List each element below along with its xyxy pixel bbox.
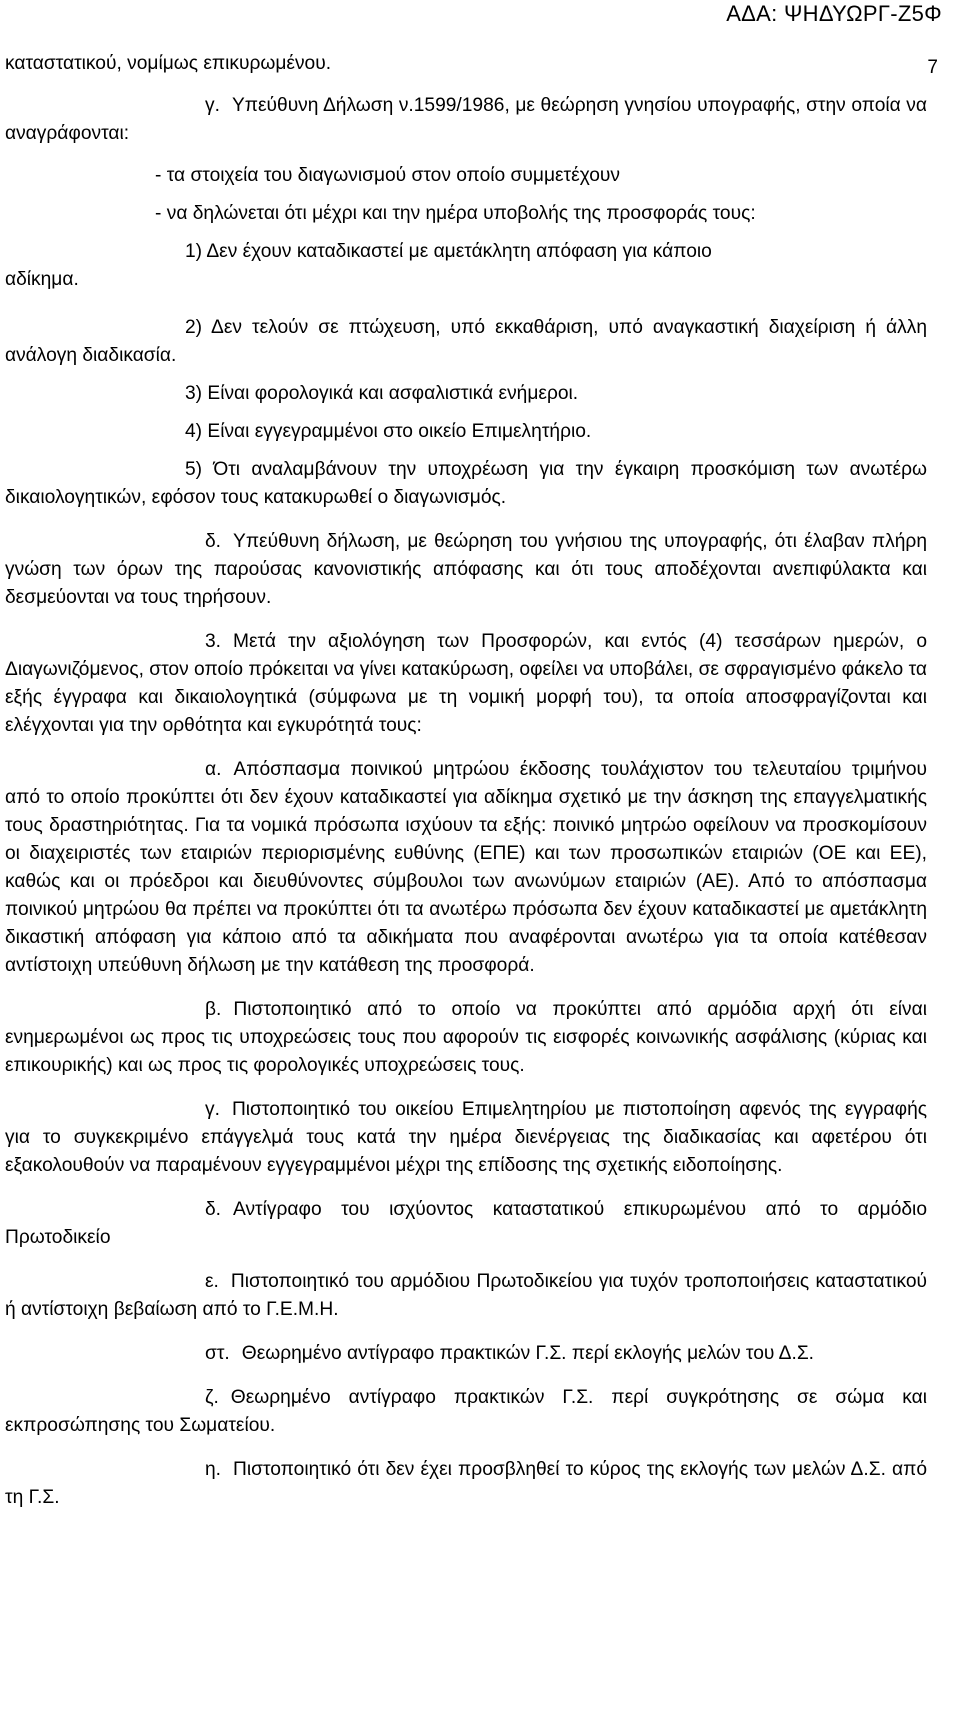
doc-item-b-good-standing [5,996,927,1080]
doc-item-d-statute-copy [5,1196,927,1252]
condition-5-documents-submission: 5) Ότι αναλαμβάνουν την υποχρέωση για την έγκαιρη προσκόμιση των ανωτέρω δικαιολογητικών, εφόσον τους κατακυρωθεί ο διαγωνισμός. [5,459,927,508]
section-3-text: Μετά την αξιολόγηση των Προσφορών, και εντός (4) τεσσάρων ημερών, ο Διαγωνιζόμενος, στον οποίο πρόκειται να γίνει κατακύρωση, οφείλει να υποβάλει, σε σφραγισμένο φάκελο τα εξής έγγραφα και δικαιολογητικά (σύμφωνα με τη νομική μορφή του), τα οποία αποσφραγίζονται και ελέγχονται για την ορθότητα και εγκυρότητά τους: [5,631,927,736]
doc-item-st-board-election [5,1340,927,1368]
item-g-label: γ. [205,95,220,116]
page-number: 7 [927,57,938,78]
doc-item-e-text: Πιστοποιητικό του αρμόδιου Πρωτοδικείου για τυχόν τροποποιήσεις καταστατικού ή αντίστοιχη βεβαίωση από το Γ.Ε.Μ.Η. [5,1271,927,1320]
condition-3-tax-insurance: 3) Είναι φορολογικά και ασφαλιστικά ενήμεροι. [185,383,579,404]
section-3-label: 3. [205,631,222,652]
doc-item-e-label: ε. [205,1271,219,1292]
doc-item-st-text: Θεωρημένο αντίγραφο πρακτικών Γ.Σ. περί εκλογής μελών του Δ.Σ. [241,1343,815,1364]
condition-4-chamber-registration: 4) Είναι εγγεγραμμένοι στο οικείο Επιμελητήριο. [185,421,592,442]
condition-1-continuation: αδίκημα. [5,269,79,290]
doc-item-i-label: η. [205,1459,222,1480]
item-d-text: Υπεύθυνη δήλωση, με θεώρηση του γνήσιου της υπογραφής, ότι έλαβαν πλήρη γνώση των όρων της παρούσας κανονιστικής απόφασης και ότι τους αποδέχονται ανεπιφύλακτα και δεσμεύονται να τους τηρήσουν. [5,531,927,608]
item-g-solemn-declaration [5,92,927,148]
item-g-text: Υπεύθυνη Δήλωση ν.1599/1986, με θεώρηση γνησίου υπογραφής, στην οποία να αναγράφονται: [5,95,927,144]
paragraph-statute-certified: καταστατικού, νομίμως επικυρωμένου. [5,53,332,74]
doc-item-st-label: στ. [205,1343,230,1364]
doc-item-a-text: Απόσπασμα ποινικού μητρώου έκδοσης τουλάχιστον του τελευταίου τριμήνου από το οποίο προκύπτει ότι δεν έχουν καταδικαστεί για αδίκημα σχετικό με την άσκηση της επαγγελματικής τους δραστηριότητας. Για τα νομικά πρόσωπα ισχύουν τα εξής: ποινικό μητρώο οφείλουν να προσκομίσουν οι διαχειριστές των εταιριών περιορισμένης ευθύνης (ΕΠΕ) και των προσωπικών εταιριών (ΟΕ και ΕΕ), καθώς και οι πρόεδροι και διευθύνοντες σύμβουλοι των ανωνύμων εταιριών (ΑΕ). Από το απόσπασμα ποινικού μητρώου θα πρέπει να προκύπτει ότι τα ανωτέρω πρόσωπα δεν έχουν καταδικαστεί με αμετάκλητη δικαστική απόφαση για κάποιο από τα αδικήματα που αναφέρονται ανωτέρω για τα οποία κατέθεσαν αντίστοιχη υπεύθυνη δήλωση με την κατάθεση της προσφορά. [5,759,927,976]
document-code: ΑΔΑ: ΨΗΔΥΩΡΓ-Ζ5Φ [726,1,942,26]
doc-item-i-election-validity [5,1456,927,1512]
condition-2-no-bankruptcy: 2) Δεν τελούν σε πτώχευση, υπό εκκαθάριση, υπό αναγκαστική διαχείριση ή άλλη ανάλογη διαδικασία. [5,317,927,366]
item-d-terms-acceptance [5,528,927,612]
section-3-award-documents [5,628,927,740]
dash-item-declared-conditions: - να δηλώνεται ότι μέχρι και την ημέρα υποβολής της προσφοράς τους: [155,203,756,224]
item-d-label: δ. [205,531,222,552]
doc-item-z-label: ζ. [205,1387,219,1408]
doc-item-a-criminal-record [5,756,927,980]
doc-item-d-text: Αντίγραφο του ισχύοντος καταστατικού επικυρωμένου από το αρμόδιο Πρωτοδικείο [5,1199,927,1248]
doc-item-b-text: Πιστοποιητικό από το οποίο να προκύπτει από αρμόδια αρχή ότι είναι ενημερωμένοι ως προς τις υποχρεώσεις τους που αφορούν τις εισφορές κοινωνικής ασφάλισης (κύριας και επικουρικής) και ως προς τις φορολογικές υποχρεώσεις τους. [5,999,927,1076]
doc-item-e-court-certificate [5,1268,927,1324]
doc-item-g-text: Πιστοποιητικό του οικείου Επιμελητηρίου με πιστοποίηση αφενός της εγγραφής για το συγκεκριμένο επάγγελμά τους κατά την ημέρα διενέργειας της διαδικασίας και αφετέρου ότι εξακολουθούν να παραμένουν εγγεγραμμένοι μέχρι της επίδοσης της σχετικής ειδοποίησης. [5,1099,927,1176]
doc-item-b-label: β. [205,999,222,1020]
condition-1-no-conviction: 1) Δεν έχουν καταδικαστεί με αμετάκλητη απόφαση για κάποιο [185,241,712,262]
doc-item-i-text: Πιστοποιητικό ότι δεν έχει προσβληθεί το κύρος της εκλογής των μελών Δ.Σ. από τη Γ.Σ. [5,1459,927,1508]
document-body [5,0,927,1512]
doc-item-g-chamber-certificate [5,1096,927,1180]
doc-item-g-label: γ. [205,1099,220,1120]
doc-item-z-board-constitution [5,1384,927,1440]
doc-item-z-text: Θεωρημένο αντίγραφο πρακτικών Γ.Σ. περί συγκρότησης σε σώμα και εκπροσώπησης του Σωματείου. [5,1387,927,1436]
dash-item-competition-details: - τα στοιχεία του διαγωνισμού στον οποίο συμμετέχουν [155,165,621,186]
doc-item-d-label: δ. [205,1199,222,1220]
doc-item-a-label: α. [205,759,222,780]
